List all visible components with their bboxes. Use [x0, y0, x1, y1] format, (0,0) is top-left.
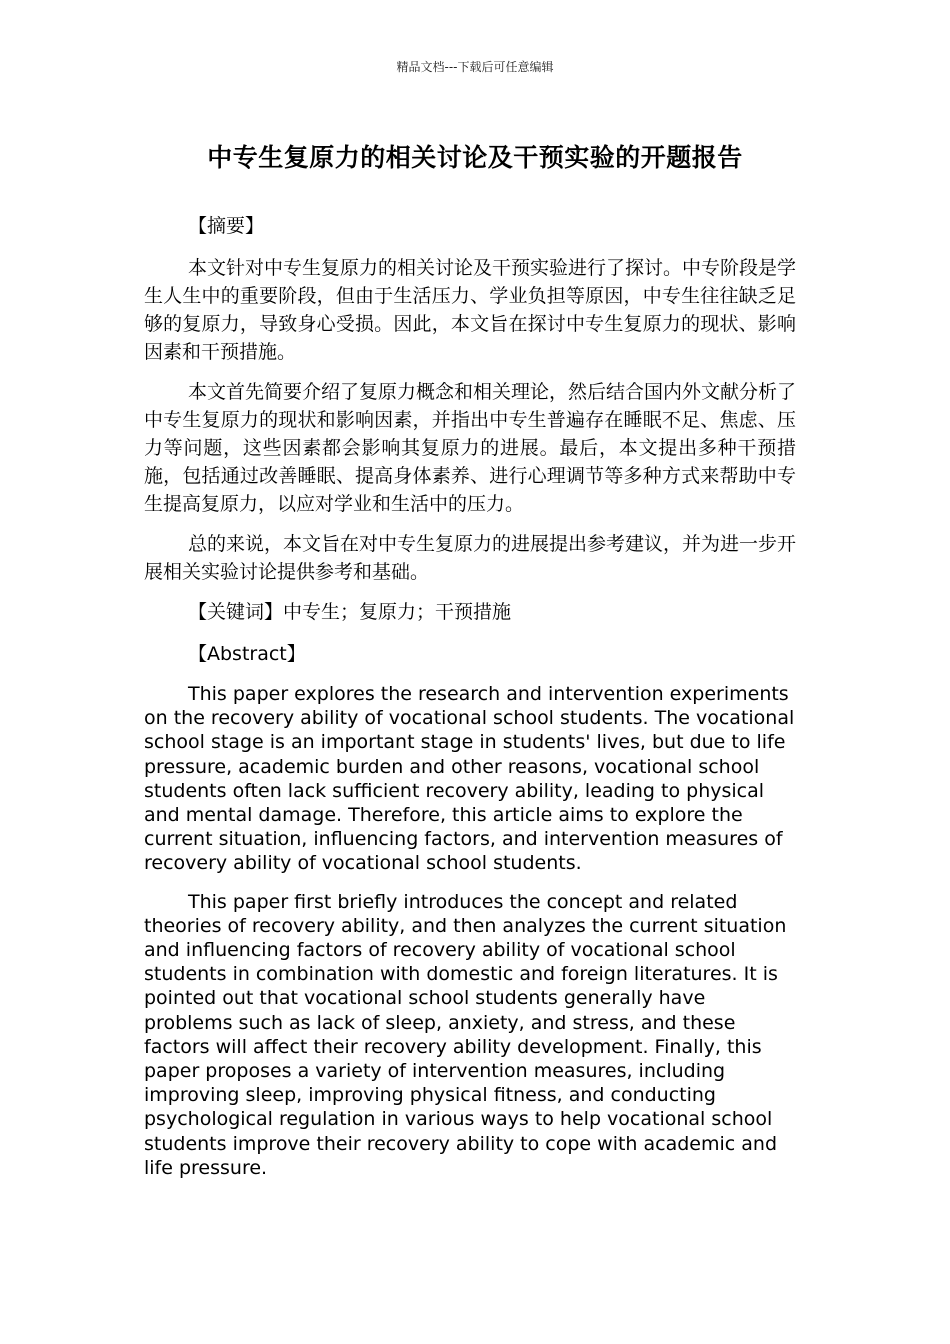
- zh-paragraph-2: 本文首先简要介绍了复原力概念和相关理论，然后结合国内外文献分析了中专生复原力的现状和影响因素，并指出中专生普遍存在睡眠不足、焦虑、压力等问题，这些因素都会影响其复原力的进展。最后，本文提出多种干预措施，包括通过改善睡眠、提高身体素养、进行心理调节等多种方式来帮助中专生提高复原力，以应对学业和生活中的压力。: [144, 381, 797, 515]
- zh-paragraph-3: 总的来说，本文旨在对中专生复原力的进展提出参考建议，并为进一步开展相关实验讨论提供参考和基础。: [144, 533, 797, 583]
- zh-keywords-label: 【关键词】: [188, 601, 284, 623]
- document-body: [144, 212, 796, 1194]
- zh-paragraph-1: 本文针对中专生复原力的相关讨论及干预实验进行了探讨。中专阶段是学生人生中的重要阶段，但由于生活压力、学业负担等原因，中专生往往缺乏足够的复原力，导致身心受损。因此，本文旨在探讨中专生复原力的现状、影响因素和干预措施。: [144, 257, 797, 363]
- document-title: 中专生复原力的相关讨论及干预实验的开题报告: [207, 143, 743, 172]
- en-paragraph-2: This paper first briefly introduces the concept and related theories of recovery ability, and then analyzes the current situation and influencing factors of recovery ability of vocational school students in combination with domestic and foreign literatures. It is pointed out that vocational school students generally have problems such as lack of sleep, anxiety, and stress, and these factors will affect their recovery ability development. Finally, this paper proposes a variety of intervention measures, including improving sleep, improving physical fitness, and conducting psychological regulation in various ways to help vocational school students improve their recovery ability to cope with academic and life pressure.: [144, 890, 787, 1179]
- zh-keywords: [144, 598, 796, 626]
- zh-keywords-text: 中专生；复原力；干预措施: [283, 601, 512, 623]
- zh-abstract-label: 【摘要】: [188, 215, 265, 237]
- header-note: 精品文档---下载后可任意编辑: [396, 60, 554, 74]
- en-paragraph-1: This paper explores the research and intervention experiments on the recovery ability of vocational school students. The vocational school stage is an important stage in students' lives, but due to life pressure, academic burden and other reasons, vocational school students often lack sufficient recovery ability, leading to physical and mental damage. Therefore, this article aims to explore the current situation, influencing factors, and intervention measures of recovery ability of vocational school students.: [144, 683, 795, 875]
- en-abstract-label: 【Abstract】: [188, 643, 306, 665]
